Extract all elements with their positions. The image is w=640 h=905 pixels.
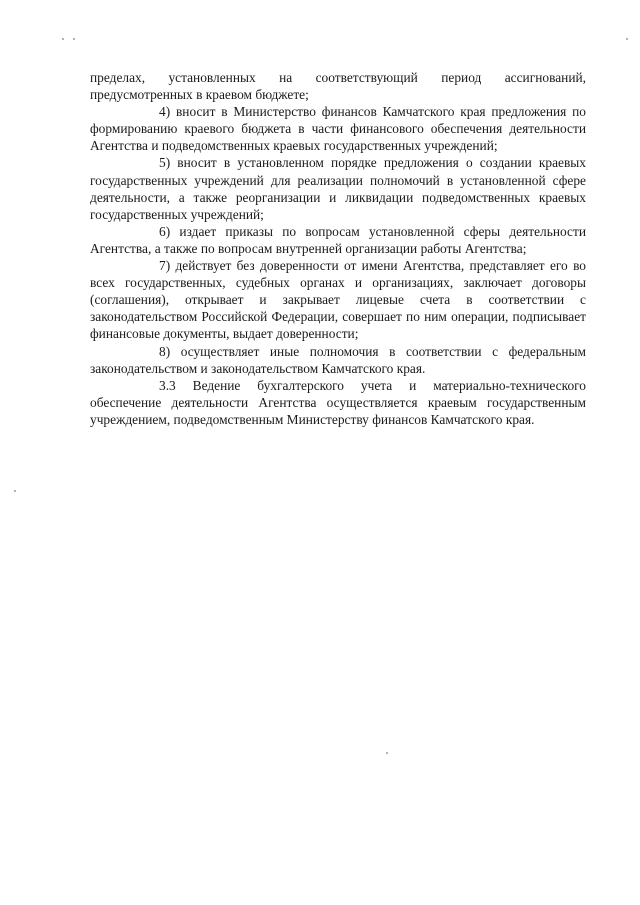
paragraph-budget-limits: пределах, установленных на соответствующий период ассигнований, предусмотренных в краевом бюджете;	[90, 70, 586, 103]
scan-speck	[14, 490, 16, 492]
scan-speck	[62, 38, 64, 40]
paragraph-item-7: 7) действует без доверенности от имени Агентства, представляет его во всех государственных, судебных органах и организациях, заключает договоры (соглашения), открывает и закрывает лицевые счета в соответствии с законодательством Российской Федерации, совершает по ним операции, подписывает финансовые документы, выдает доверенности;	[90, 258, 586, 342]
scan-speck	[626, 38, 628, 40]
scan-speck	[73, 38, 75, 40]
document-body	[90, 69, 586, 428]
paragraph-item-6: 6) издает приказы по вопросам установленной сферы деятельности Агентства, а также по вопросам внутренней организации работы Агентства;	[90, 223, 586, 256]
scan-speck	[386, 752, 388, 754]
paragraph-item-4: 4) вносит в Министерство финансов Камчатского края предложения по формированию краевого бюджета в части финансового обеспечения деятельности Агентства и подведомственных краевых государственных учреждений;	[90, 104, 586, 154]
paragraph-item-8: 8) осуществляет иные полномочия в соответствии с федеральным законодательством и законодательством Камчатского края.	[90, 343, 586, 376]
paragraph-item-5: 5) вносит в установленном порядке предложения о создании краевых государственных учреждений для реализации полномочий в установленной сфере деятельности, а также реорганизации и ликвидации подведомственных краевых государственных учреждений;	[90, 155, 586, 222]
paragraph-section-3-3: 3.3 Ведение бухгалтерского учета и материально-технического обеспечение деятельности Агентства осуществляется краевым государственным учреждением, подведомственным Министерству финансов Камчатского края.	[90, 377, 586, 427]
